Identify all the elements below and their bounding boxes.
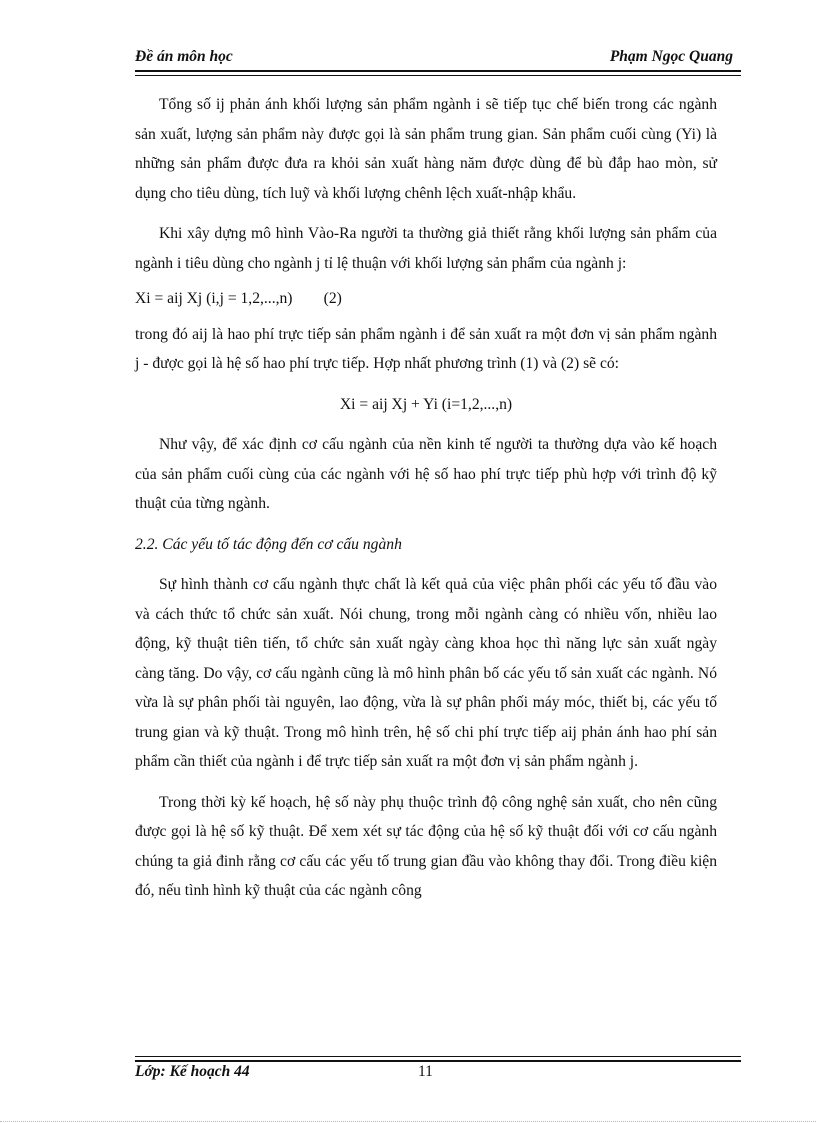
header-author: Phạm Ngọc Quang bbox=[609, 48, 733, 65]
body-text bbox=[135, 90, 717, 906]
equation-2: Xi = aij Xj (i,j = 1,2,...,n) (2) bbox=[135, 290, 342, 307]
paragraph: Tổng số ij phản ánh khối lượng sản phẩm ngành i sẽ tiếp tục chế biến trong các ngành sản xuất, lượng sản phẩm này được gọi là sản phẩm trung gian. Sản phẩm cuối cùng (Yi) là những sản phẩm được đưa ra khỏi sản xuất hàng năm được dùng để bù đắp hao mòn, sử dụng cho tiêu dùng, tích luỹ và khối lượng chênh lệch xuất-nhập khẩu. bbox=[135, 96, 717, 202]
paragraph: Khi xây dựng mô hình Vào-Ra người ta thường giả thiết rằng khối lượng sản phẩm của ngành i tiêu dùng cho ngành j tỉ lệ thuận với khối lượng sản phẩm của ngành j: bbox=[135, 225, 717, 272]
paragraph: Như vậy, để xác định cơ cấu ngành của nền kinh tế người ta thường dựa vào kế hoạch của sản phẩm cuối cùng của các ngành với hệ số hao phí trực tiếp phù hợp với trình độ kỹ thuật của từng ngành. bbox=[135, 436, 717, 512]
page-edge-divider bbox=[0, 1121, 816, 1122]
paragraph: trong đó aij là hao phí trực tiếp sản phẩm ngành i để sản xuất ra một đơn vị sản phẩm ngành j - được gọi là hệ số hao phí trực tiếp. Hợp nhất phương trình (1) và (2) sẽ có: bbox=[135, 325, 717, 372]
footer-class: Lớp: Kế hoạch 44 bbox=[135, 1063, 250, 1080]
paragraph: Sự hình thành cơ cấu ngành thực chất là kết quả của việc phân phối các yếu tố đầu vào và cách thức tổ chức sản xuất. Nói chung, trong mỗi ngành càng có nhiều vốn, nhiều lao động, kỹ thuật tiên tiến, tổ chức sản xuất ngày càng khoa học thì năng lực sản xuất ngày càng tăng. Do vậy, cơ cấu ngành cũng là mô hình phân bố các yếu tố sản xuất các ngành. Nó vừa là sự phân phối tài nguyên, lao động, vừa là sự phân phối máy móc, thiết bị, các yếu tố trung gian và kỹ thuật. Trong mô hình trên, hệ số chi phí trực tiếp aij phản ánh hao phí sản phẩm cần thiết của ngành i để trực tiếp sản xuất ra một đơn vị sản phẩm ngành j. bbox=[135, 576, 717, 770]
header-rule-thick bbox=[135, 70, 741, 72]
equation-combined: Xi = aij Xj + Yi (i=1,2,...,n) bbox=[339, 395, 513, 413]
page-footer bbox=[135, 1062, 741, 1082]
footer-rule-thin bbox=[135, 1056, 741, 1057]
header-rule-thin bbox=[135, 75, 741, 76]
page-number: 11 bbox=[418, 1063, 433, 1080]
page-header bbox=[135, 48, 741, 70]
header-course-title: Đề án môn học bbox=[135, 48, 233, 65]
paragraph: Trong thời kỳ kế hoạch, hệ số này phụ thuộc trình độ công nghệ sản xuất, cho nên cũng được gọi là hệ số kỹ thuật. Để xem xét sự tác động của hệ số kỹ thuật đối với cơ cấu ngành chúng ta giả đinh rằng cơ cấu các yếu tố trung gian đầu vào không thay đổi. Trong điều kiện đó, nếu tình hình kỹ thuật của các ngành công bbox=[135, 793, 717, 899]
section-heading: 2.2. Các yếu tố tác động đến cơ cấu ngành bbox=[135, 535, 402, 553]
